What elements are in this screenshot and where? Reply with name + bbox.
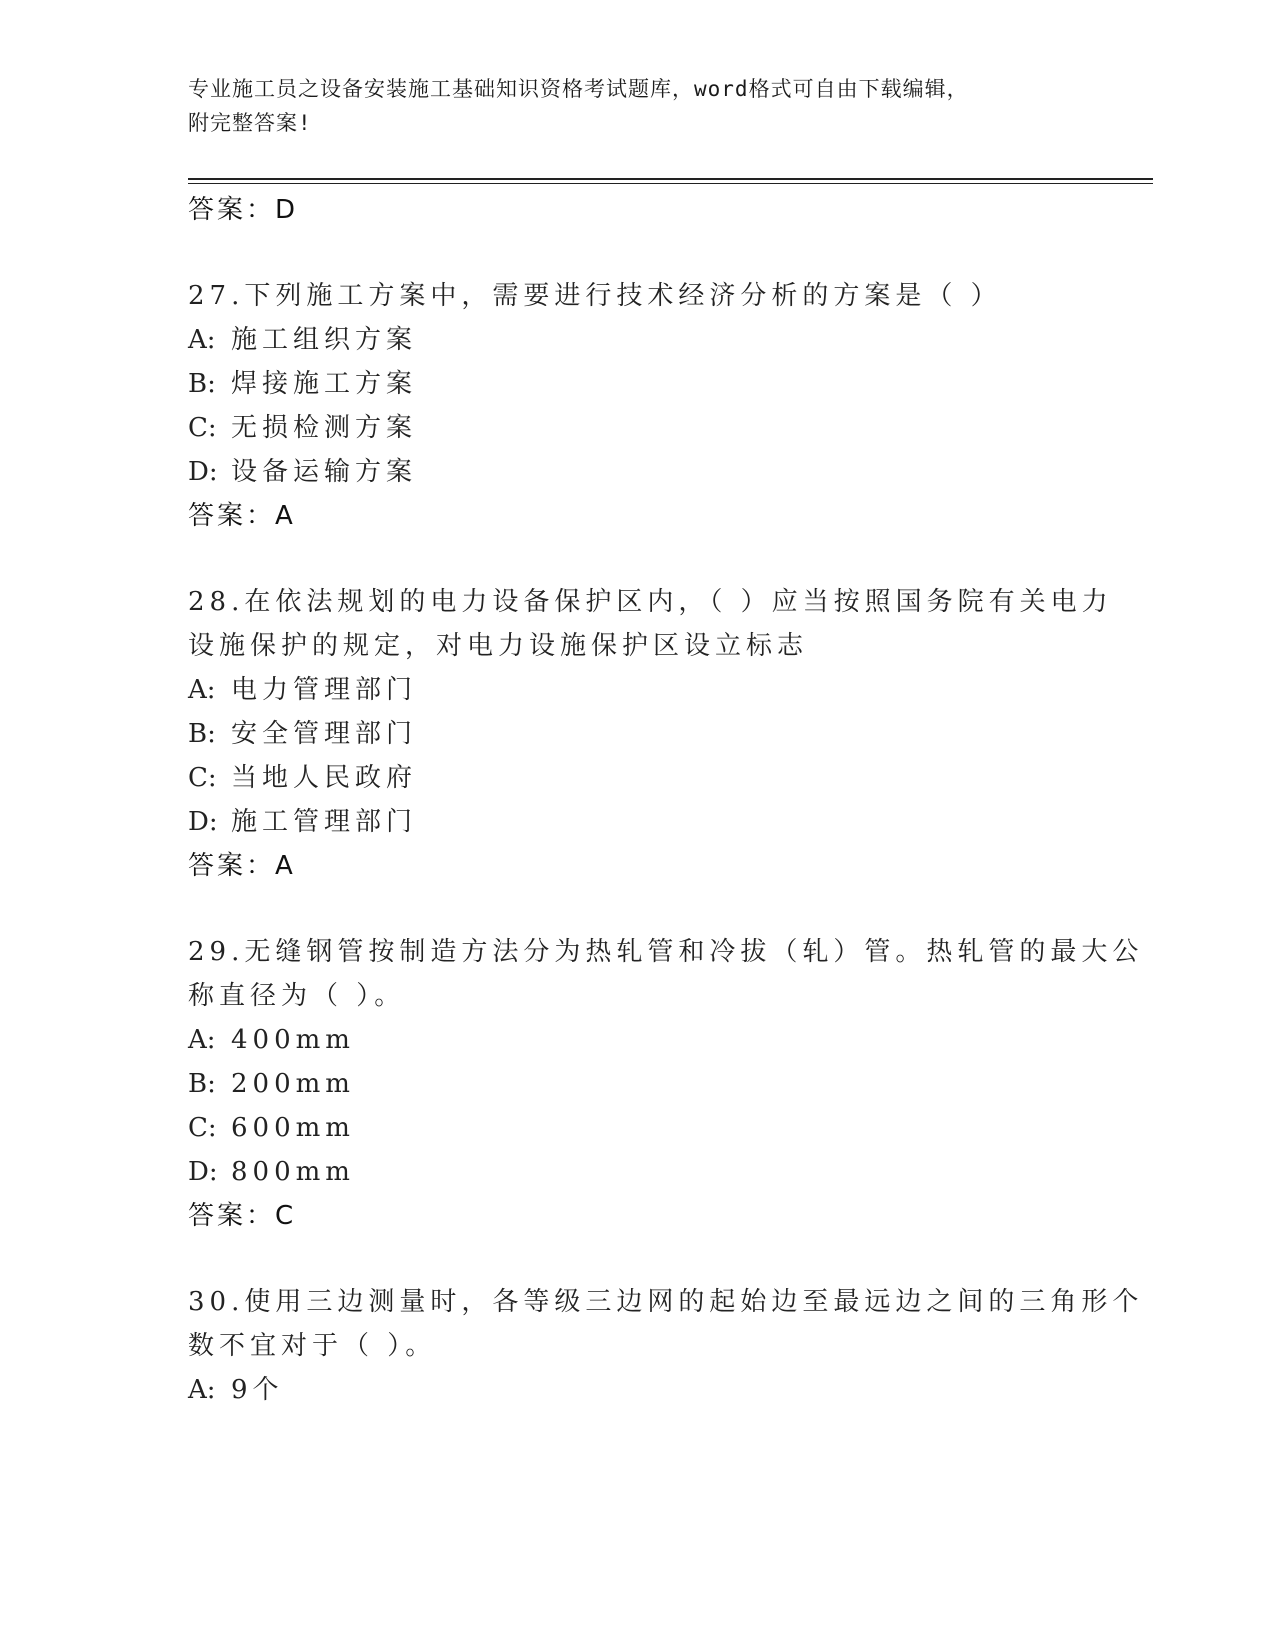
option-text: 安全管理部门: [231, 719, 418, 749]
question-27-option-a: [188, 320, 417, 360]
option-text: 电力管理部门: [231, 675, 418, 705]
question-27-option-b: [188, 364, 417, 404]
option-text: 当地人民政府: [231, 763, 418, 793]
question-30-stem-line-2: 数不宜对于（ ）。: [188, 1331, 437, 1361]
option-prefix: D:: [188, 1157, 218, 1187]
question-28-option-b: [188, 714, 417, 754]
header-line-1: 专业施工员之设备安装施工基础知识资格考试题库，word格式可自由下载编辑，: [188, 77, 969, 101]
document-header: [188, 72, 1068, 140]
option-prefix: C:: [188, 1113, 217, 1143]
option-prefix: D:: [188, 457, 218, 487]
question-28-stem-line-2: 设施保护的规定，对电力设施保护区设立标志: [188, 631, 809, 661]
option-text: 焊接施工方案: [231, 369, 418, 399]
option-text: 施工组织方案: [231, 325, 418, 355]
option-text: 9个: [231, 1375, 284, 1405]
question-29-option-d: [188, 1152, 355, 1192]
answer-28: 答案：A: [188, 851, 296, 881]
question-29-option-b: [188, 1064, 355, 1104]
option-prefix: D:: [188, 807, 218, 837]
question-29-stem-line-1: 29.无缝钢管按制造方法分为热轧管和冷拔（轧）管。热轧管的最大公: [188, 937, 1144, 967]
option-prefix: A:: [188, 1025, 216, 1055]
question-29-option-a: [188, 1020, 355, 1060]
option-prefix: C:: [188, 763, 217, 793]
question-27-option-c: [188, 408, 417, 448]
question-30-stem-line-1: 30.使用三边测量时，各等级三边网的起始边至最远边之间的三角形个: [188, 1287, 1144, 1317]
question-28-option-a: [188, 670, 417, 710]
question-27-stem: 27.下列施工方案中，需要进行技术经济分析的方案是（ ）: [188, 281, 1002, 311]
option-prefix: B:: [188, 719, 216, 749]
option-text: 600mm: [231, 1113, 355, 1143]
option-prefix: B:: [188, 369, 216, 399]
option-text: 施工管理部门: [231, 807, 418, 837]
option-prefix: B:: [188, 1069, 216, 1099]
question-27-option-d: [188, 452, 417, 492]
option-prefix: A:: [188, 1375, 216, 1405]
answer-29: 答案：C: [188, 1201, 297, 1231]
question-29-option-c: [188, 1108, 355, 1148]
option-text: 设备运输方案: [231, 457, 418, 487]
question-28-stem-line-1: 28.在依法规划的电力设备保护区内，（ ）应当按照国务院有关电力: [188, 587, 1113, 617]
answer-27: 答案：A: [188, 501, 296, 531]
header-line-2: 附完整答案!: [188, 111, 312, 135]
option-text: 400mm: [231, 1025, 355, 1055]
header-divider-thick: [188, 178, 1153, 180]
header-divider-thin: [188, 183, 1153, 184]
option-prefix: C:: [188, 413, 217, 443]
question-30-option-a: [188, 1370, 284, 1410]
option-prefix: A:: [188, 325, 216, 355]
question-28-option-c: [188, 758, 417, 798]
option-text: 无损检测方案: [231, 413, 418, 443]
question-28-option-d: [188, 802, 417, 842]
option-text: 200mm: [231, 1069, 355, 1099]
option-prefix: A:: [188, 675, 216, 705]
option-text: 800mm: [231, 1157, 355, 1187]
answer-26: 答案：D: [188, 195, 299, 225]
question-29-stem-line-2: 称直径为（ ）。: [188, 981, 406, 1011]
